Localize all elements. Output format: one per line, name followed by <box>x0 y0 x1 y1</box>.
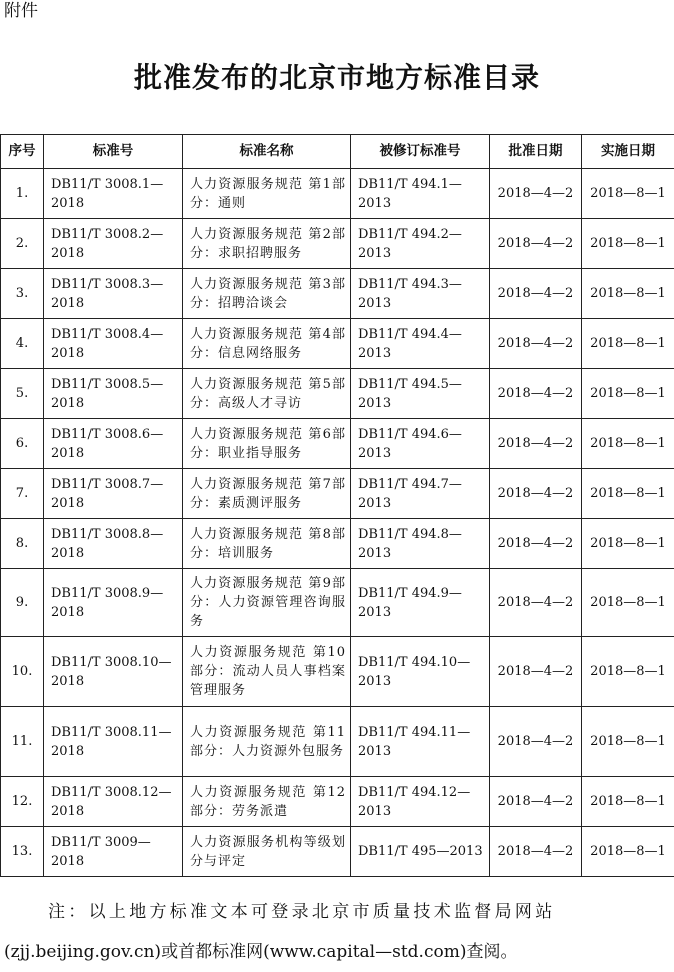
table-row <box>1 569 674 637</box>
cell-standard-no: DB11/T 3008.8—2018 <box>44 519 183 569</box>
table-row <box>1 369 674 419</box>
cell-index: 5. <box>1 369 44 419</box>
header-index: 序号 <box>1 135 44 169</box>
cell-standard-no: DB11/T 3008.2—2018 <box>44 219 183 269</box>
cell-approval-date: 2018—4—2 <box>490 269 582 319</box>
standards-table <box>0 134 674 877</box>
cell-index: 7. <box>1 469 44 519</box>
cell-revised-standard-no: DB11/T 494.8—2013 <box>351 519 490 569</box>
table-row <box>1 519 674 569</box>
cell-revised-standard-no: DB11/T 494.3—2013 <box>351 269 490 319</box>
cell-standard-name: 人力资源服务规范 第4部分：信息网络服务 <box>183 319 351 369</box>
cell-approval-date: 2018—4—2 <box>490 419 582 469</box>
cell-approval-date: 2018—4—2 <box>490 319 582 369</box>
cell-effective-date: 2018—8—1 <box>582 269 674 319</box>
cell-approval-date: 2018—4—2 <box>490 219 582 269</box>
cell-effective-date: 2018—8—1 <box>582 169 674 219</box>
cell-index: 8. <box>1 519 44 569</box>
cell-standard-name: 人力资源服务规范 第6部分：职业指导服务 <box>183 419 351 469</box>
cell-effective-date: 2018—8—1 <box>582 219 674 269</box>
cell-revised-standard-no: DB11/T 494.2—2013 <box>351 219 490 269</box>
cell-standard-name: 人力资源服务规范 第8部分：培训服务 <box>183 519 351 569</box>
cell-index: 13. <box>1 827 44 877</box>
cell-index: 11. <box>1 707 44 777</box>
cell-standard-name: 人力资源服务规范 第5部分：高级人才寻访 <box>183 369 351 419</box>
table-row <box>1 269 674 319</box>
cell-standard-name: 人力资源服务规范 第11部分：人力资源外包服务 <box>183 707 351 777</box>
cell-revised-standard-no: DB11/T 494.7—2013 <box>351 469 490 519</box>
cell-standard-name: 人力资源服务规范 第3部分：招聘洽谈会 <box>183 269 351 319</box>
cell-standard-no: DB11/T 3008.4—2018 <box>44 319 183 369</box>
cell-revised-standard-no: DB11/T 494.9—2013 <box>351 569 490 637</box>
cell-index: 6. <box>1 419 44 469</box>
cell-standard-no: DB11/T 3008.10—2018 <box>44 637 183 707</box>
cell-standard-no: DB11/T 3008.12—2018 <box>44 777 183 827</box>
cell-standard-name: 人力资源服务规范 第2部分：求职招聘服务 <box>183 219 351 269</box>
cell-standard-no: DB11/T 3009—2018 <box>44 827 183 877</box>
header-approval-date: 批准日期 <box>490 135 582 169</box>
cell-standard-no: DB11/T 3008.11—2018 <box>44 707 183 777</box>
cell-approval-date: 2018—4—2 <box>490 707 582 777</box>
table-row <box>1 419 674 469</box>
page-title: 批准发布的北京市地方标准目录 <box>0 58 674 98</box>
table-row <box>1 319 674 369</box>
cell-index: 3. <box>1 269 44 319</box>
cell-approval-date: 2018—4—2 <box>490 469 582 519</box>
attachment-label: 附件 <box>4 0 38 22</box>
cell-approval-date: 2018—4—2 <box>490 827 582 877</box>
cell-effective-date: 2018—8—1 <box>582 827 674 877</box>
cell-index: 1. <box>1 169 44 219</box>
cell-revised-standard-no: DB11/T 494.6—2013 <box>351 419 490 469</box>
cell-revised-standard-no: DB11/T 494.10—2013 <box>351 637 490 707</box>
table-header-row <box>1 135 674 169</box>
footnote-line-2: (zjj.beijing.gov.cn)或首都标准网(www.capital—std.com)查阅。 <box>0 932 674 972</box>
cell-effective-date: 2018—8—1 <box>582 519 674 569</box>
cell-standard-name: 人力资源服务规范 第9部分：人力资源管理咨询服务 <box>183 569 351 637</box>
cell-standard-name: 人力资源服务规范 第12部分：劳务派遣 <box>183 777 351 827</box>
footnote-line-1: 注：以上地方标准文本可登录北京市质量技术监督局网站 <box>0 892 674 932</box>
header-standard-name: 标准名称 <box>183 135 351 169</box>
cell-effective-date: 2018—8—1 <box>582 569 674 637</box>
table-row <box>1 707 674 777</box>
cell-standard-no: DB11/T 3008.9—2018 <box>44 569 183 637</box>
cell-standard-name: 人力资源服务规范 第7部分：素质测评服务 <box>183 469 351 519</box>
cell-effective-date: 2018—8—1 <box>582 369 674 419</box>
cell-effective-date: 2018—8—1 <box>582 419 674 469</box>
cell-effective-date: 2018—8—1 <box>582 777 674 827</box>
cell-standard-no: DB11/T 3008.5—2018 <box>44 369 183 419</box>
cell-approval-date: 2018—4—2 <box>490 777 582 827</box>
cell-approval-date: 2018—4—2 <box>490 569 582 637</box>
cell-standard-no: DB11/T 3008.6—2018 <box>44 419 183 469</box>
cell-index: 2. <box>1 219 44 269</box>
cell-index: 12. <box>1 777 44 827</box>
cell-effective-date: 2018—8—1 <box>582 707 674 777</box>
cell-standard-no: DB11/T 3008.7—2018 <box>44 469 183 519</box>
cell-effective-date: 2018—8—1 <box>582 637 674 707</box>
cell-revised-standard-no: DB11/T 494.1—2013 <box>351 169 490 219</box>
header-revised-standard-no: 被修订标准号 <box>351 135 490 169</box>
cell-index: 9. <box>1 569 44 637</box>
cell-revised-standard-no: DB11/T 494.4—2013 <box>351 319 490 369</box>
cell-revised-standard-no: DB11/T 495—2013 <box>351 827 490 877</box>
cell-revised-standard-no: DB11/T 494.11—2013 <box>351 707 490 777</box>
cell-standard-name: 人力资源服务机构等级划分与评定 <box>183 827 351 877</box>
cell-standard-name: 人力资源服务规范 第1部分：通则 <box>183 169 351 219</box>
table-row <box>1 169 674 219</box>
cell-revised-standard-no: DB11/T 494.12—2013 <box>351 777 490 827</box>
header-standard-no: 标准号 <box>44 135 183 169</box>
cell-effective-date: 2018—8—1 <box>582 319 674 369</box>
cell-revised-standard-no: DB11/T 494.5—2013 <box>351 369 490 419</box>
cell-effective-date: 2018—8—1 <box>582 469 674 519</box>
cell-approval-date: 2018—4—2 <box>490 169 582 219</box>
footnote <box>0 892 674 972</box>
cell-index: 4. <box>1 319 44 369</box>
cell-approval-date: 2018—4—2 <box>490 369 582 419</box>
header-effective-date: 实施日期 <box>582 135 674 169</box>
cell-standard-no: DB11/T 3008.1—2018 <box>44 169 183 219</box>
cell-index: 10. <box>1 637 44 707</box>
cell-standard-no: DB11/T 3008.3—2018 <box>44 269 183 319</box>
cell-approval-date: 2018—4—2 <box>490 637 582 707</box>
table-row <box>1 637 674 707</box>
table-row <box>1 469 674 519</box>
cell-approval-date: 2018—4—2 <box>490 519 582 569</box>
cell-standard-name: 人力资源服务规范 第10部分：流动人员人事档案管理服务 <box>183 637 351 707</box>
table-row <box>1 777 674 827</box>
table-row <box>1 219 674 269</box>
table-row <box>1 827 674 877</box>
